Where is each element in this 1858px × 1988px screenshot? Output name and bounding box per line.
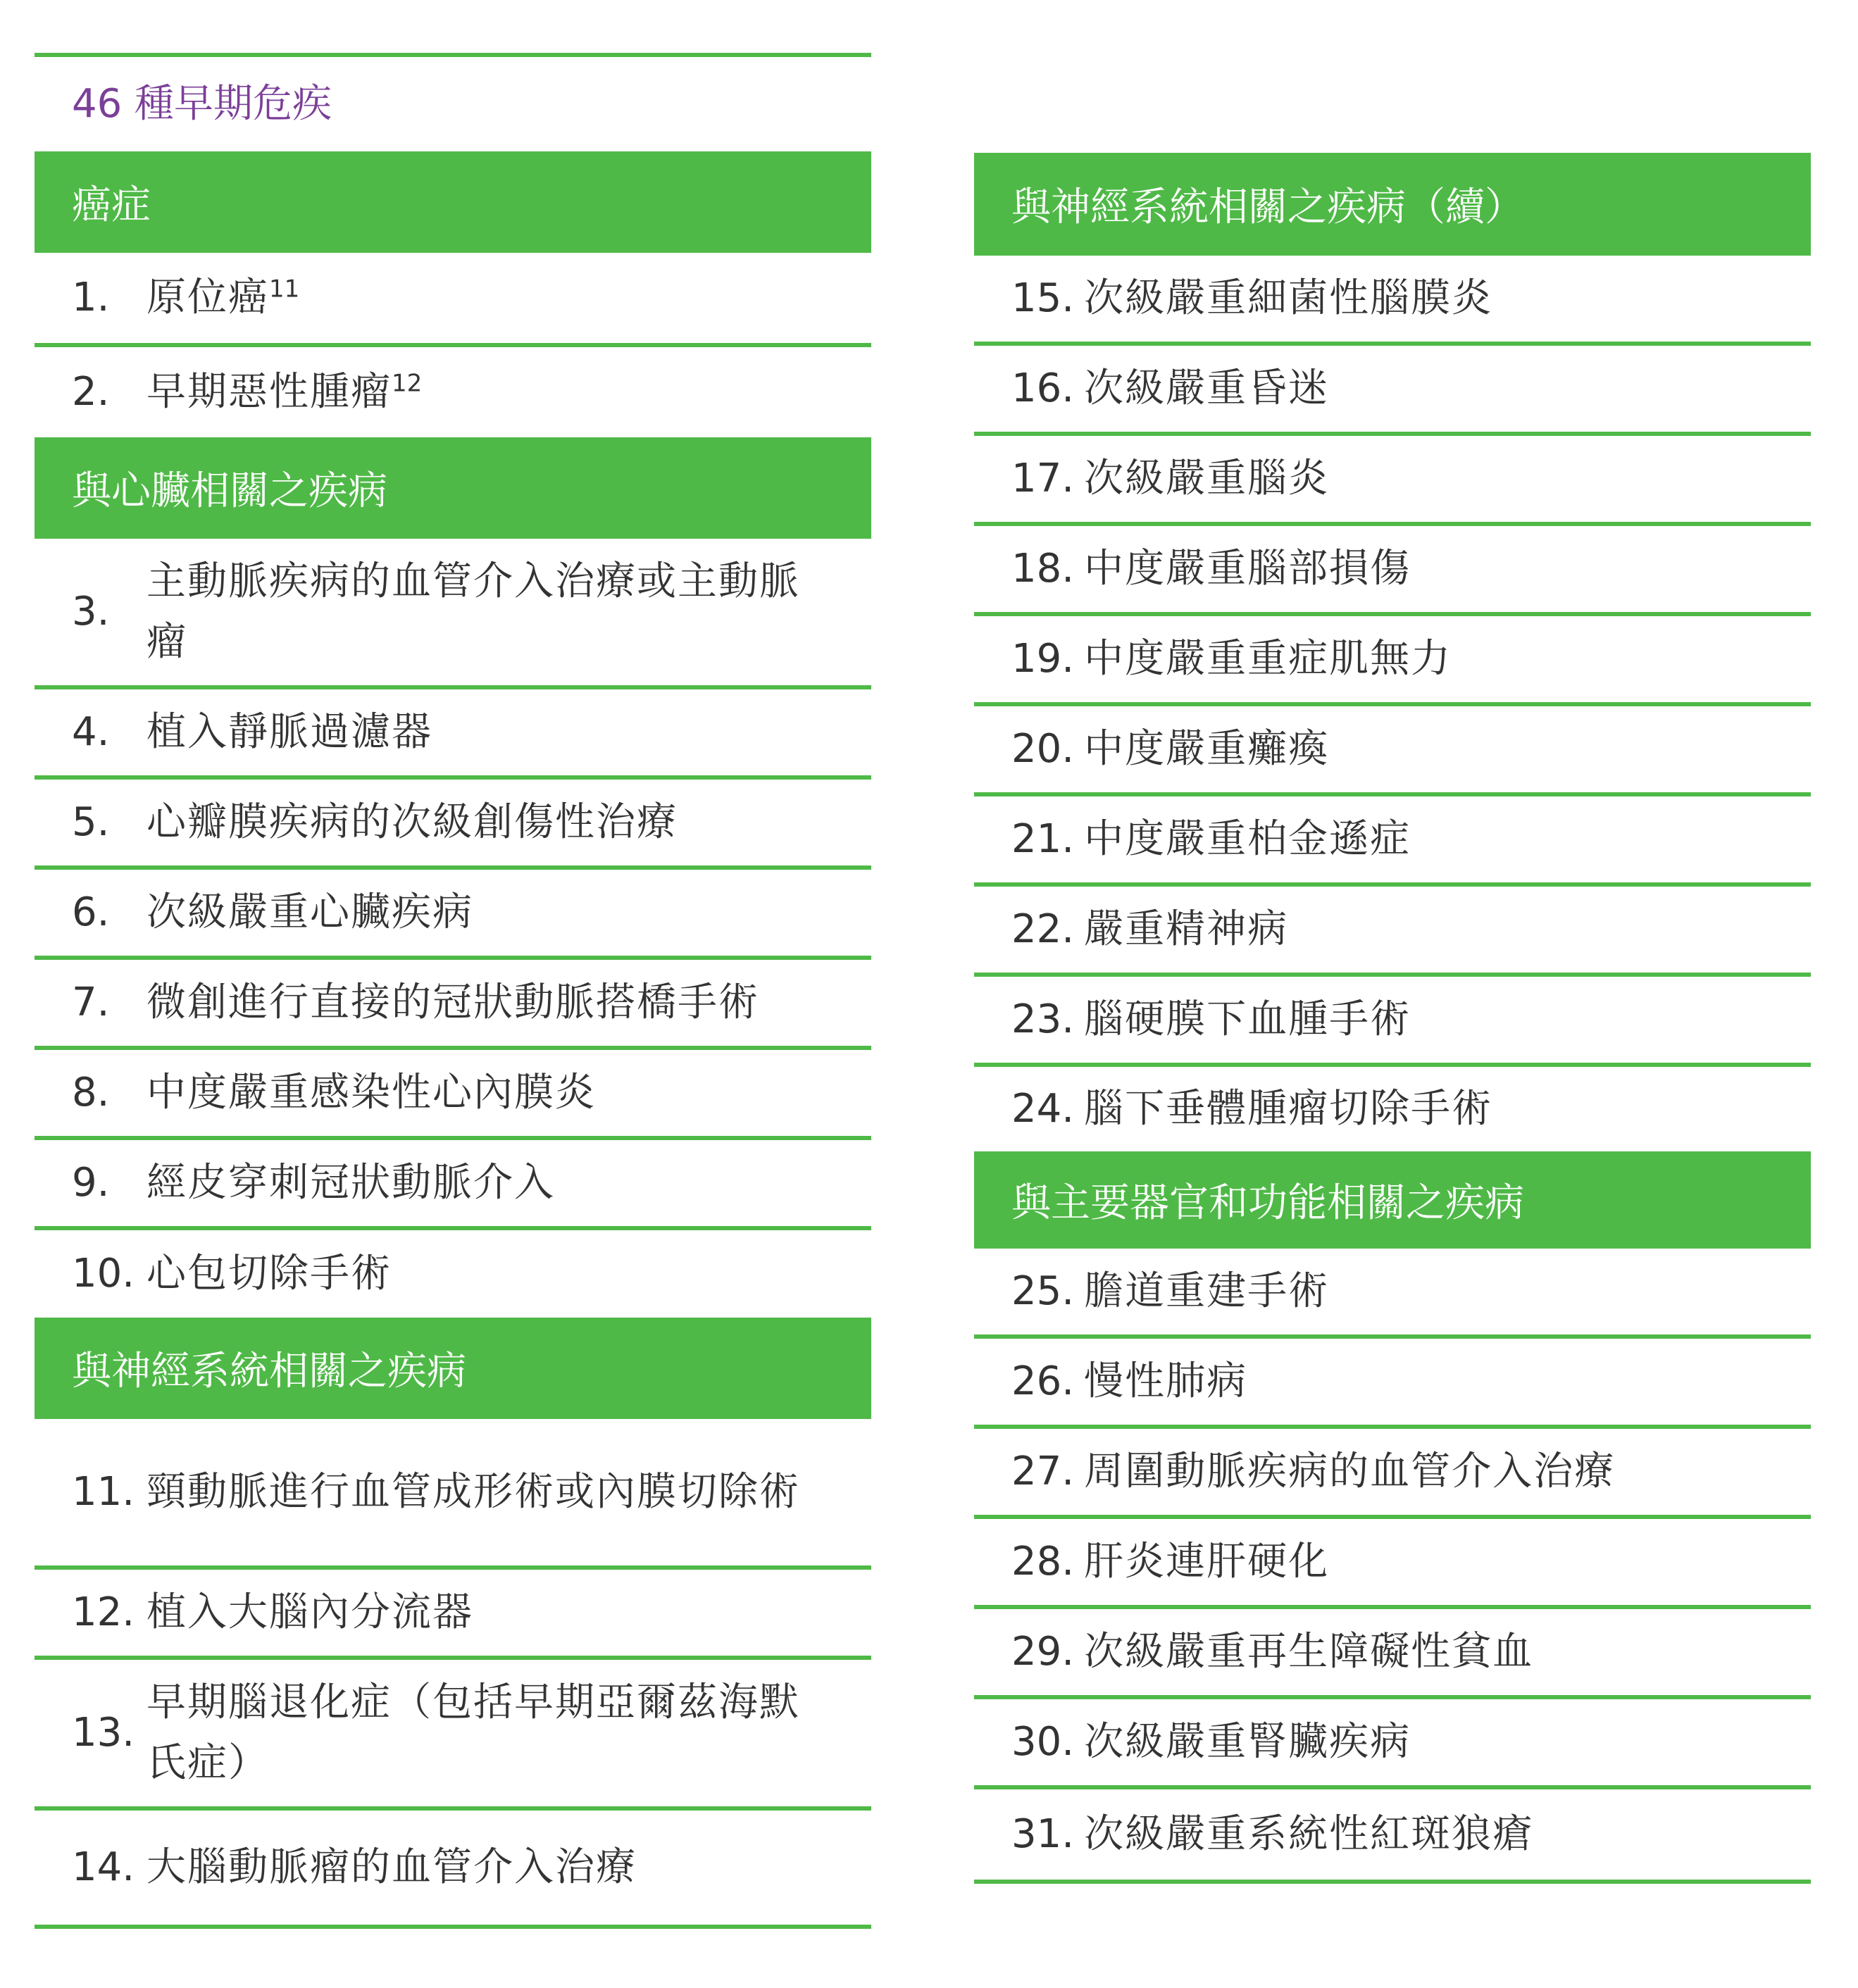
list-item bbox=[35, 689, 871, 780]
item-number: 17. bbox=[1011, 456, 1075, 501]
list-item bbox=[35, 870, 871, 960]
list-item bbox=[35, 1811, 871, 1929]
item-number: 31. bbox=[1011, 1811, 1075, 1857]
right-disease-list bbox=[974, 153, 1811, 1884]
item-number: 22. bbox=[1011, 906, 1075, 952]
item-label bbox=[1084, 719, 1769, 780]
item-label-text: 周圍動脈疾病的血管介入治療 bbox=[1084, 1449, 1616, 1494]
item-label-text: 腦下垂體腫瘤切除手術 bbox=[1084, 1086, 1493, 1132]
item-number: 1. bbox=[72, 275, 110, 320]
list-item bbox=[974, 436, 1811, 526]
item-label bbox=[1084, 539, 1769, 599]
item-number: 14. bbox=[72, 1844, 135, 1890]
item-label-text: 頸動脈進行血管成形術或內膜切除術 bbox=[146, 1469, 800, 1515]
item-number: 18. bbox=[1011, 546, 1075, 592]
item-number: 4. bbox=[72, 709, 110, 755]
list-item bbox=[35, 1419, 871, 1570]
item-number: 7. bbox=[72, 980, 110, 1025]
item-label-text: 次級嚴重系統性紅斑狼瘡 bbox=[1084, 1811, 1534, 1857]
list-item bbox=[35, 960, 871, 1050]
item-label-text: 原位癌 bbox=[146, 275, 269, 320]
item-number: 19. bbox=[1011, 636, 1075, 682]
top-divider bbox=[35, 53, 871, 57]
item-label-text: 中度嚴重柏金遜症 bbox=[1084, 816, 1411, 862]
item-label-text: 次級嚴重細菌性腦膜炎 bbox=[1084, 275, 1493, 321]
list-item bbox=[974, 1699, 1811, 1789]
item-label-text: 次級嚴重心臟疾病 bbox=[146, 889, 473, 935]
list-item bbox=[35, 347, 871, 437]
item-number: 12. bbox=[72, 1589, 135, 1635]
item-label-text: 中度嚴重重症肌無力 bbox=[1084, 636, 1452, 682]
item-number: 13. bbox=[72, 1710, 135, 1756]
item-label bbox=[146, 1244, 829, 1304]
list-item bbox=[974, 346, 1811, 436]
item-number: 15. bbox=[1011, 275, 1075, 321]
item-label-text: 肝炎連肝硬化 bbox=[1084, 1539, 1330, 1584]
item-label-text: 次級嚴重腎臟疾病 bbox=[1084, 1719, 1411, 1765]
list-item bbox=[35, 1660, 871, 1811]
item-number: 16. bbox=[1011, 365, 1075, 411]
item-number: 8. bbox=[72, 1070, 110, 1115]
list-item bbox=[35, 1050, 871, 1140]
list-item bbox=[35, 1570, 871, 1660]
item-label bbox=[146, 268, 829, 328]
list-item bbox=[35, 780, 871, 870]
item-label-text: 中度嚴重癱瘓 bbox=[1084, 726, 1330, 772]
footnote-ref: 11 bbox=[269, 275, 300, 304]
item-label bbox=[146, 702, 829, 763]
item-label bbox=[146, 1673, 829, 1794]
item-number: 24. bbox=[1011, 1086, 1075, 1132]
list-item bbox=[974, 1339, 1811, 1429]
section-header: 與神經系統相關之疾病 bbox=[35, 1318, 871, 1419]
list-item bbox=[974, 1429, 1811, 1519]
item-number: 2. bbox=[72, 369, 110, 415]
item-label bbox=[1084, 358, 1769, 419]
list-item bbox=[974, 256, 1811, 346]
item-label-text: 中度嚴重感染性心內膜炎 bbox=[146, 1070, 596, 1115]
item-label-text: 主動脈疾病的血管介入治療或主動脈瘤 bbox=[146, 558, 800, 665]
item-number: 23. bbox=[1011, 996, 1075, 1042]
item-label bbox=[1084, 1079, 1769, 1139]
item-label bbox=[146, 1837, 829, 1898]
list-item bbox=[974, 1609, 1811, 1699]
page-title: 46 種早期危疾 bbox=[72, 81, 332, 127]
item-label bbox=[1084, 1351, 1769, 1412]
item-label bbox=[146, 1063, 829, 1123]
item-label bbox=[146, 1582, 829, 1643]
item-label-text: 次級嚴重再生障礙性貧血 bbox=[1084, 1629, 1534, 1675]
item-number: 20. bbox=[1011, 726, 1075, 772]
list-item bbox=[974, 887, 1811, 977]
list-item bbox=[974, 526, 1811, 616]
item-label bbox=[1084, 449, 1769, 509]
item-number: 30. bbox=[1011, 1719, 1075, 1765]
item-label bbox=[1084, 1804, 1769, 1865]
list-item bbox=[974, 706, 1811, 796]
item-label-text: 中度嚴重腦部損傷 bbox=[1084, 546, 1411, 592]
item-label bbox=[1084, 1261, 1769, 1322]
list-item bbox=[974, 1067, 1811, 1151]
item-label-text: 植入靜脈過濾器 bbox=[146, 709, 432, 755]
list-item bbox=[35, 1140, 871, 1230]
item-label-text: 腦硬膜下血腫手術 bbox=[1084, 996, 1411, 1042]
item-label-text: 大腦動脈瘤的血管介入治療 bbox=[146, 1844, 637, 1890]
item-label-text: 早期腦退化症（包括早期亞爾茲海默氏症） bbox=[146, 1680, 800, 1786]
item-number: 27. bbox=[1011, 1449, 1075, 1494]
section-header: 癌症 bbox=[35, 151, 871, 253]
list-item bbox=[35, 253, 871, 347]
item-label bbox=[1084, 899, 1769, 960]
item-number: 25. bbox=[1011, 1268, 1075, 1314]
item-label bbox=[1084, 1532, 1769, 1592]
item-label bbox=[146, 882, 829, 943]
item-label bbox=[1084, 1712, 1769, 1773]
item-label-text: 心瓣膜疾病的次級創傷性治療 bbox=[146, 799, 678, 845]
item-label bbox=[1084, 1442, 1769, 1502]
item-label bbox=[146, 1462, 829, 1523]
list-item bbox=[35, 539, 871, 689]
item-label bbox=[146, 362, 829, 423]
item-label bbox=[1084, 809, 1769, 870]
item-label bbox=[146, 973, 829, 1033]
item-number: 21. bbox=[1011, 816, 1075, 862]
list-item bbox=[974, 616, 1811, 706]
section-header: 與主要器官和功能相關之疾病 bbox=[974, 1151, 1811, 1249]
item-label-text: 次級嚴重腦炎 bbox=[1084, 456, 1330, 501]
item-number: 26. bbox=[1011, 1358, 1075, 1404]
item-label-text: 微創進行直接的冠狀動脈搭橋手術 bbox=[146, 980, 759, 1025]
item-label-text: 次級嚴重昏迷 bbox=[1084, 365, 1330, 411]
item-label-text: 嚴重精神病 bbox=[1084, 906, 1289, 952]
list-item bbox=[974, 796, 1811, 887]
item-label bbox=[1084, 268, 1769, 329]
item-label-text: 經皮穿刺冠狀動脈介入 bbox=[146, 1160, 555, 1206]
list-item bbox=[974, 1519, 1811, 1609]
item-label bbox=[1084, 629, 1769, 689]
section-header: 與神經系統相關之疾病（續） bbox=[974, 153, 1811, 256]
item-label-text: 膽道重建手術 bbox=[1084, 1268, 1330, 1314]
left-disease-list bbox=[35, 151, 871, 1929]
footnote-ref: 12 bbox=[392, 369, 423, 398]
item-label-text: 慢性肺病 bbox=[1084, 1358, 1248, 1404]
item-number: 29. bbox=[1011, 1629, 1075, 1675]
item-number: 11. bbox=[72, 1469, 135, 1515]
section-header: 與心臟相關之疾病 bbox=[35, 437, 871, 539]
item-label bbox=[146, 1153, 829, 1213]
item-number: 28. bbox=[1011, 1539, 1075, 1584]
item-label-text: 早期惡性腫瘤 bbox=[146, 369, 392, 415]
item-label bbox=[1084, 989, 1769, 1050]
item-number: 10. bbox=[72, 1251, 135, 1296]
list-item bbox=[35, 1230, 871, 1318]
item-label bbox=[146, 792, 829, 853]
list-item bbox=[974, 1789, 1811, 1884]
item-number: 3. bbox=[72, 589, 110, 634]
item-number: 5. bbox=[72, 799, 110, 845]
item-number: 6. bbox=[72, 889, 110, 935]
item-number: 9. bbox=[72, 1160, 110, 1206]
item-label-text: 植入大腦內分流器 bbox=[146, 1589, 473, 1635]
list-item bbox=[974, 977, 1811, 1067]
item-label bbox=[146, 551, 829, 673]
list-item bbox=[974, 1249, 1811, 1339]
item-label-text: 心包切除手術 bbox=[146, 1251, 392, 1296]
item-label bbox=[1084, 1622, 1769, 1682]
